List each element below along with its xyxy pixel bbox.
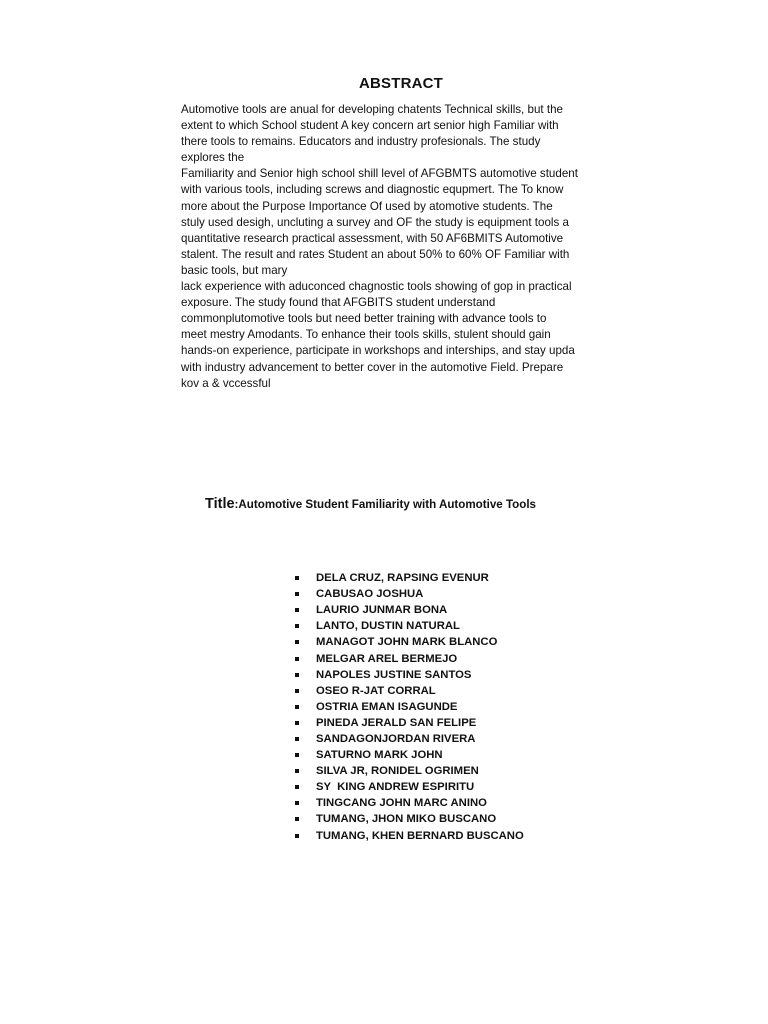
list-item — [295, 779, 524, 795]
abstract-line: lack experience with aduconced chagnostic tools showing of gop in practical — [181, 280, 572, 294]
abstract-line: meet mestry Amodants. To enhance their tools skills, stulent should gain — [181, 328, 551, 342]
abstract-line: commonplutomotive tools but need better training with advance tools to — [181, 312, 547, 326]
abstract-line: Automotive tools are anual for developing chatents Technical skills, but the — [181, 103, 563, 116]
abstract-line: explores the — [181, 151, 245, 165]
member-name: SILVA JR, RONIDEL OGRIMEN — [316, 765, 479, 778]
list-item — [295, 602, 524, 618]
member-name: LAURIO JUNMAR BONA — [316, 604, 448, 617]
member-name: DELA CRUZ, RAPSING EVENUR — [316, 572, 489, 585]
member-name: TINGCANG JOHN MARC ANINO — [316, 797, 487, 810]
study-title — [205, 495, 536, 513]
square-bullet-icon — [295, 624, 299, 628]
list-item — [295, 795, 524, 811]
member-list — [295, 570, 524, 844]
abstract-line: Familiarity and Senior high school shill level of AFGBMTS automotive student — [181, 167, 578, 181]
member-name: LANTO, DUSTIN NATURAL — [316, 620, 460, 633]
list-item — [295, 634, 524, 650]
square-bullet-icon — [295, 721, 299, 725]
abstract-heading: ABSTRACT — [358, 75, 444, 92]
member-name: OSEO R-JAT CORRAL — [316, 684, 436, 697]
list-item — [295, 811, 524, 827]
square-bullet-icon — [295, 608, 299, 612]
list-item — [295, 586, 524, 602]
abstract-line: extent to which School student A key concern art senior high Familiar with — [181, 119, 559, 133]
square-bullet-icon — [295, 640, 299, 644]
list-item — [295, 683, 524, 699]
square-bullet-icon — [295, 801, 299, 805]
square-bullet-icon — [295, 592, 299, 596]
square-bullet-icon — [295, 705, 299, 709]
member-name: CABUSAO JOSHUA — [316, 588, 424, 601]
member-name: MELGAR AREL BERMEJO — [316, 652, 458, 665]
title-text: Automotive Student Familiarity with Automotive Tools — [238, 498, 537, 511]
square-bullet-icon — [295, 769, 299, 773]
title-label: Title — [205, 496, 235, 512]
square-bullet-icon — [295, 817, 299, 821]
member-name: SATURNO MARK JOHN — [316, 749, 443, 762]
abstract-line: stalent. The result and rates Student an about 50% to 60% OF Familiar with — [181, 247, 570, 261]
list-item — [295, 763, 524, 779]
list-item — [295, 731, 524, 747]
list-item — [295, 828, 524, 844]
list-item — [295, 650, 524, 666]
abstract-line: there tools to remains. Educators and industry profesionals. The study — [181, 135, 541, 149]
list-item — [295, 715, 524, 731]
abstract-line: basic tools, but mary — [181, 263, 288, 277]
member-name: NAPOLES JUSTINE SANTOS — [316, 668, 472, 681]
square-bullet-icon — [295, 689, 299, 693]
list-item — [295, 618, 524, 634]
abstract-line: with various tools, including screws and diagnostic equpmert. The To know — [181, 183, 564, 197]
member-name: PINEDA JERALD SAN FELIPE — [316, 716, 477, 729]
member-name: SANDAGONJORDAN RIVERA — [316, 732, 476, 745]
abstract-line: quantitative research practical assessment, with 50 AF6BMITS Automotive — [181, 231, 564, 245]
abstract-line: more about the Purpose Importance Of used by atomotive students. The — [181, 199, 553, 213]
list-item — [295, 747, 524, 763]
abstract-line: kov a & vccessful — [181, 376, 271, 390]
abstract-body — [181, 102, 651, 392]
square-bullet-icon — [295, 737, 299, 741]
member-name: MANAGOT JOHN MARK BLANCO — [316, 636, 498, 649]
member-name: TUMANG, KHEN BERNARD BUSCANO — [316, 829, 524, 842]
abstract-line: stuly used desigh, uncluting a survey and OF the study is equipment tools a — [181, 215, 569, 229]
abstract-line: with industry advancement to better cover in the automotive Field. Prepare — [181, 360, 564, 374]
title-separator: : — [234, 498, 239, 511]
square-bullet-icon — [295, 834, 299, 838]
member-name: OSTRIA EMAN ISAGUNDE — [316, 700, 458, 713]
square-bullet-icon — [295, 576, 299, 580]
member-name: TUMANG, JHON MIKO BUSCANO — [316, 813, 497, 826]
abstract-line: exposure. The study found that AFGBITS student understand — [181, 296, 496, 310]
square-bullet-icon — [295, 657, 299, 661]
abstract-line: hands-on experience, participate in workshops and interships, and stay upda — [181, 344, 575, 358]
list-item — [295, 570, 524, 586]
square-bullet-icon — [295, 753, 299, 757]
list-item — [295, 699, 524, 715]
list-item — [295, 667, 524, 683]
square-bullet-icon — [295, 785, 299, 789]
member-name: SY KING ANDREW ESPIRITU — [316, 781, 475, 794]
square-bullet-icon — [295, 673, 299, 677]
